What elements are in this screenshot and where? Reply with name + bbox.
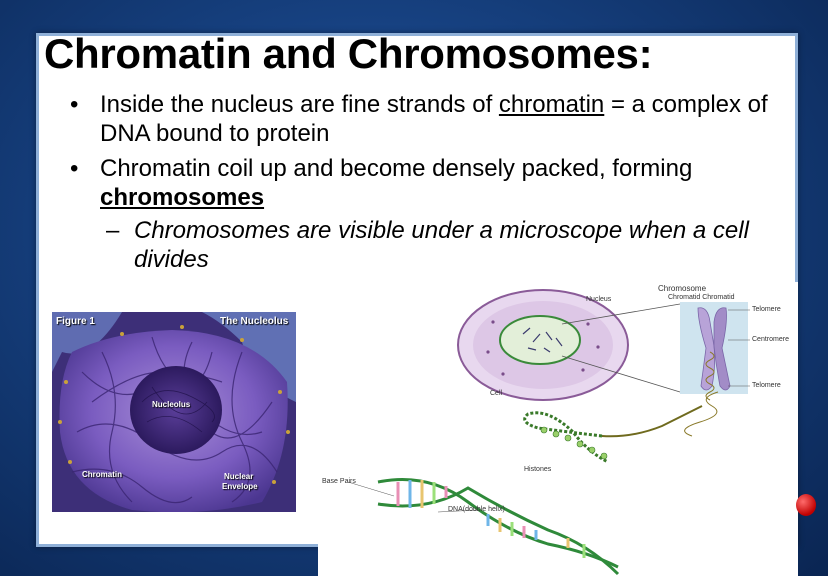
chromatid-label: Chromatid Chromatid <box>668 294 735 301</box>
bullet1-text-start: Inside the nucleus are fine strands of <box>100 91 499 118</box>
nucleolus-figure <box>52 312 296 512</box>
keyword-chromatin: chromatin <box>498 91 605 118</box>
chromatin-label: Chromatin <box>82 470 122 479</box>
sub-bullet-text: Chromosomes are visible under a microscope when a cell divides <box>134 217 749 273</box>
sub-bullet-microscope <box>64 216 784 274</box>
bullet-icon: • <box>70 155 79 182</box>
chromosome-dna-figure <box>318 282 798 576</box>
bullet1-text-end: = a complex of DNA bound to protein <box>100 91 768 147</box>
decorative-red-ball <box>796 494 816 516</box>
chromosome-label: Chromosome <box>658 284 707 293</box>
chromosome-illustration <box>318 282 798 576</box>
slide-title: Chromatin and Chromosomes: <box>44 30 653 77</box>
bullet-chromosomes <box>64 154 784 212</box>
envelope-label-line2: Envelope <box>222 482 258 491</box>
centromere-label: Centromere <box>752 336 789 343</box>
bullet-chromatin <box>64 90 784 148</box>
dna-label: DNA(double helix) <box>448 506 505 513</box>
nucleolus-label: Nucleolus <box>152 400 191 409</box>
keyword-chromosomes: chromosomes <box>100 184 265 211</box>
nucleolus-illustration <box>52 312 296 512</box>
bullet2-text-start: Chromatin coil up and become densely packed, forming <box>100 155 693 182</box>
telomere-label-bottom: Telomere <box>752 382 781 389</box>
bullet-icon: • <box>70 91 79 118</box>
envelope-label-line1: Nuclear <box>224 472 254 481</box>
slide-body <box>64 90 784 274</box>
telomere-label: Telomere <box>752 306 781 313</box>
histones-label: Histones <box>524 466 552 473</box>
base-pairs-label: Base Pairs <box>322 478 356 485</box>
figure-label: Figure 1 <box>56 316 95 327</box>
nucleus-label: Nucleus <box>586 296 612 303</box>
nucleolus-heading: The Nucleolus <box>220 316 289 327</box>
cell-label: Cell <box>490 390 503 397</box>
dash-icon: – <box>106 217 120 244</box>
